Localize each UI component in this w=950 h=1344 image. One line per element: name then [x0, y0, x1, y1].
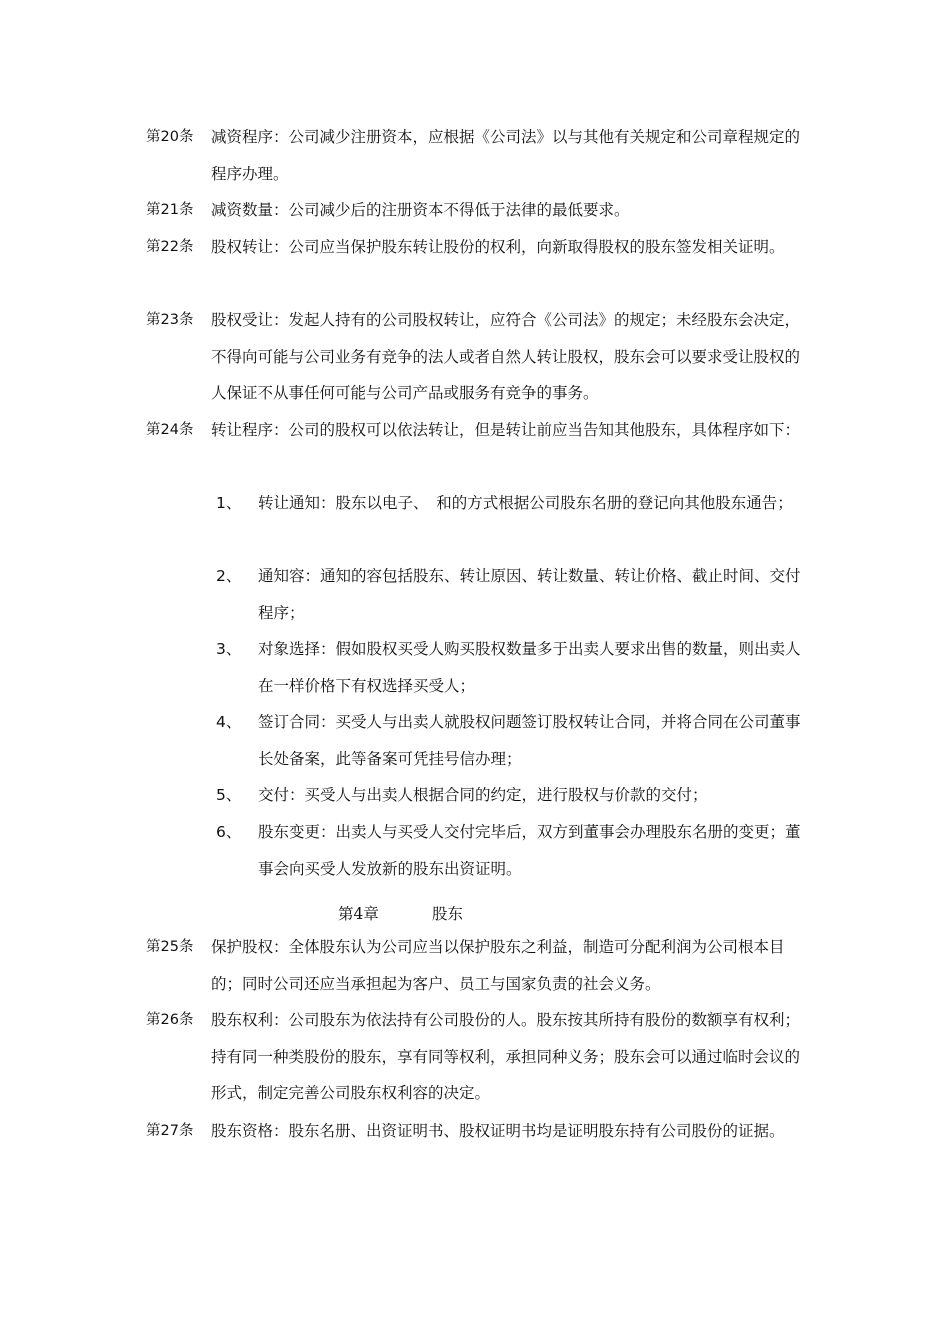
procedure-item-4 — [216, 704, 806, 777]
item-text: 股东变更：出卖人与买受人交付完毕后，双方到董事会办理股东名册的变更；董事会向买受人发放新的股东出资证明。 — [258, 823, 801, 878]
chapter-heading — [0, 896, 950, 932]
procedure-item-2 — [216, 558, 806, 631]
article-text: 股权转让：公司应当保护股东转让股份的权利，向新取得股权的股东签发相关证明。 — [211, 238, 785, 256]
procedure-item-3 — [216, 631, 806, 704]
article-number: 第20条 — [146, 129, 194, 145]
item-number: 5、 — [216, 786, 242, 804]
item-number: 4、 — [216, 713, 242, 731]
article-number: 第22条 — [146, 239, 194, 255]
chapter-title: 股东 — [432, 905, 464, 923]
procedure-item-1 — [216, 485, 806, 522]
article-text: 股权受让：发起人持有的公司股权转让，应符合《公司法》的规定；未经股东会决定，不得向可能与公司业务有竞争的法人或者自然人转让股权，股东会可以要求受让股权的人保证不从事任何可能与公司产品或服务有竞争的事务。 — [211, 311, 801, 402]
procedure-item-5 — [216, 777, 806, 814]
item-text: 通知容：通知的容包括股东、转让原因、转让数量、转让价格、截止时间、交付程序； — [258, 567, 801, 622]
article-23 — [146, 302, 806, 412]
article-27 — [146, 1113, 806, 1150]
article-number: 第25条 — [146, 939, 194, 955]
article-21 — [146, 192, 806, 229]
item-number: 2、 — [216, 567, 242, 585]
article-text: 转让程序：公司的股权可以依法转让，但是转让前应当告知其他股东，具体程序如下： — [211, 421, 801, 439]
article-22 — [146, 229, 806, 266]
article-number: 第24条 — [146, 422, 194, 438]
article-number: 第23条 — [146, 312, 194, 328]
article-text: 保护股权：全体股东认为公司应当以保护股东之利益，制造可分配利润为公司根本目的；同时公司还应当承担起为客户、员工与国家负责的社会义务。 — [211, 938, 785, 993]
item-text: 对象选择：假如股权买受人购买股权数量多于出卖人要求出售的数量，则出卖人在一样价格下有权选择买受人； — [258, 640, 801, 695]
article-number: 第21条 — [146, 202, 194, 218]
article-number: 第26条 — [146, 1012, 194, 1028]
item-text: 转让通知：股东以电子、 和的方式根据公司股东名册的登记向其他股东通告； — [258, 494, 793, 512]
article-25 — [146, 929, 806, 1002]
article-text: 减资程序：公司减少注册资本，应根据《公司法》以与其他有关规定和公司章程规定的程序办理。 — [211, 128, 801, 183]
article-number: 第27条 — [146, 1123, 194, 1139]
item-number: 6、 — [216, 823, 242, 841]
item-number: 3、 — [216, 640, 242, 658]
item-number: 1、 — [216, 494, 242, 512]
item-text: 交付：买受人与出卖人根据合同的约定，进行股权与价款的交付； — [258, 786, 708, 804]
chapter-number: 第4章 — [338, 905, 379, 923]
article-24 — [146, 412, 806, 449]
procedure-item-6 — [216, 814, 806, 887]
article-20 — [146, 119, 806, 192]
article-text: 减资数量：公司减少后的注册资本不得低于法律的最低要求。 — [211, 201, 630, 219]
item-text: 签订合同：买受人与出卖人就股权问题签订股权转让合同，并将合同在公司董事长处备案，此等备案可凭挂号信办理； — [258, 713, 801, 768]
article-text: 股东资格：股东名册、出资证明书、股权证明书均是证明股东持有公司股份的证据。 — [211, 1122, 785, 1140]
article-26 — [146, 1002, 806, 1112]
article-text: 股东权利：公司股东为依法持有公司股份的人。股东按其所持有股份的数额享有权利；持有同一种类股份的股东，享有同等权利，承担同种义务；股东会可以通过临时会议的形式，制定完善公司股东权利容的决定。 — [211, 1011, 801, 1102]
